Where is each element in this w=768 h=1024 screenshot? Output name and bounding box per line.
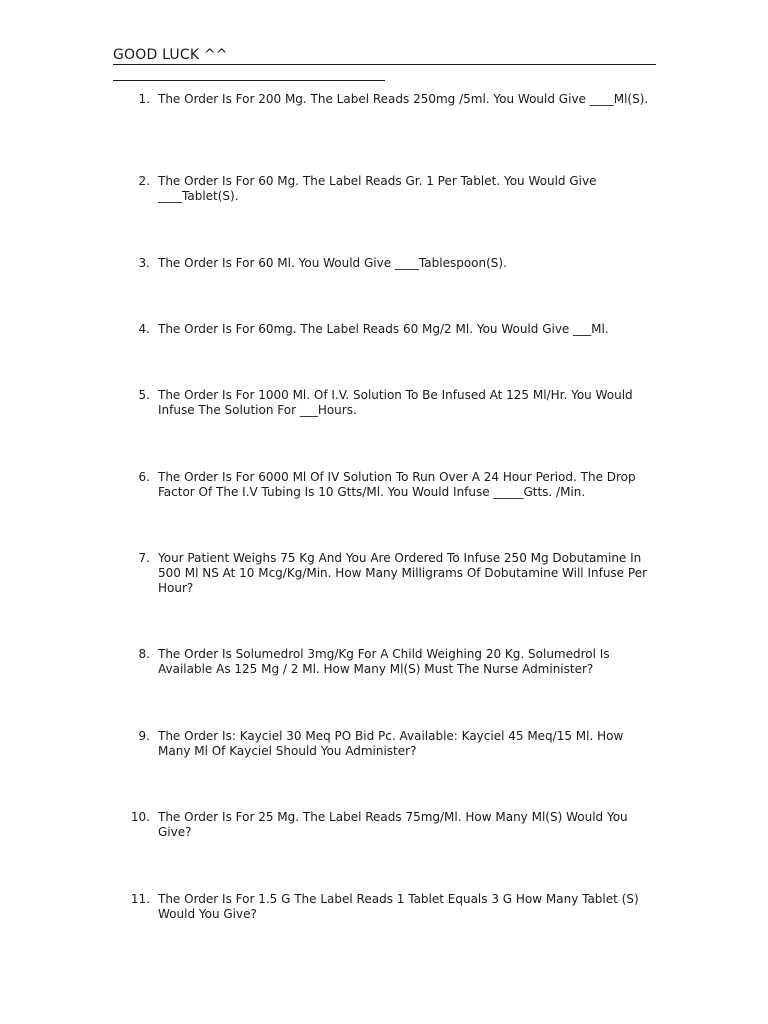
question-number: 8.	[138, 647, 150, 661]
question-text: Your Patient Weighs 75 Kg And You Are Ordered To Infuse 250 Mg Dobutamine In 500 Ml NS At 10 Mcg/Kg/Min. How Many Milligrams Of Dobutamine Will Infuse Per Hour?	[158, 551, 648, 595]
question-text: The Order Is For 1000 Ml. Of I.V. Solution To Be Infused At 125 Ml/Hr. You Would Infuse The Solution For ___Hours.	[158, 388, 633, 417]
question-number: 10.	[130, 810, 150, 824]
question-number: 2.	[138, 174, 150, 188]
question-text: The Order Is For 6000 Ml Of IV Solution To Run Over A 24 Hour Period. The Drop Factor Of The I.V Tubing Is 10 Gtts/Ml. You Would Infuse _____Gtts. /Min.	[158, 470, 636, 499]
question-number: 5.	[138, 388, 150, 402]
header-line	[113, 46, 656, 65]
page-title: GOOD LUCK ^^	[113, 47, 228, 63]
question-text: The Order Is Solumedrol 3mg/Kg For A Child Weighing 20 Kg. Solumedrol Is Available As 125 Mg / 2 Ml. How Many Ml(S) Must The Nurse Administer?	[158, 647, 610, 676]
question-number: 3.	[138, 256, 150, 270]
question-text: The Order Is For 60mg. The Label Reads 60 Mg/2 Ml. You Would Give ___Ml.	[158, 322, 609, 336]
question-number: 7.	[138, 551, 150, 565]
question-number: 4.	[138, 322, 150, 336]
question-text: The Order Is For 60 Ml. You Would Give ____Tablespoon(S).	[158, 256, 507, 270]
question-number: 11.	[130, 892, 150, 906]
question-text: The Order Is For 60 Mg. The Label Reads Gr. 1 Per Tablet. You Would Give ____Tablet(S).	[158, 174, 597, 203]
question-number: 6.	[138, 470, 150, 484]
question-text: The Order Is For 200 Mg. The Label Reads 250mg /5ml. You Would Give ____Ml(S).	[158, 92, 649, 106]
question-number: 1.	[138, 92, 150, 106]
question-text: The Order Is: Kayciel 30 Meq PO Bid Pc. Available: Kayciel 45 Meq/15 Ml. How Many Ml Of Kayciel Should You Administer?	[158, 729, 624, 758]
question-text: The Order Is For 1.5 G The Label Reads 1 Tablet Equals 3 G How Many Tablet (S) Would You Give?	[158, 892, 639, 921]
question-text: The Order Is For 25 Mg. The Label Reads 75mg/Ml. How Many Ml(S) Would You Give?	[158, 810, 628, 839]
question-number: 9.	[138, 729, 150, 743]
header-second-rule	[113, 80, 385, 81]
